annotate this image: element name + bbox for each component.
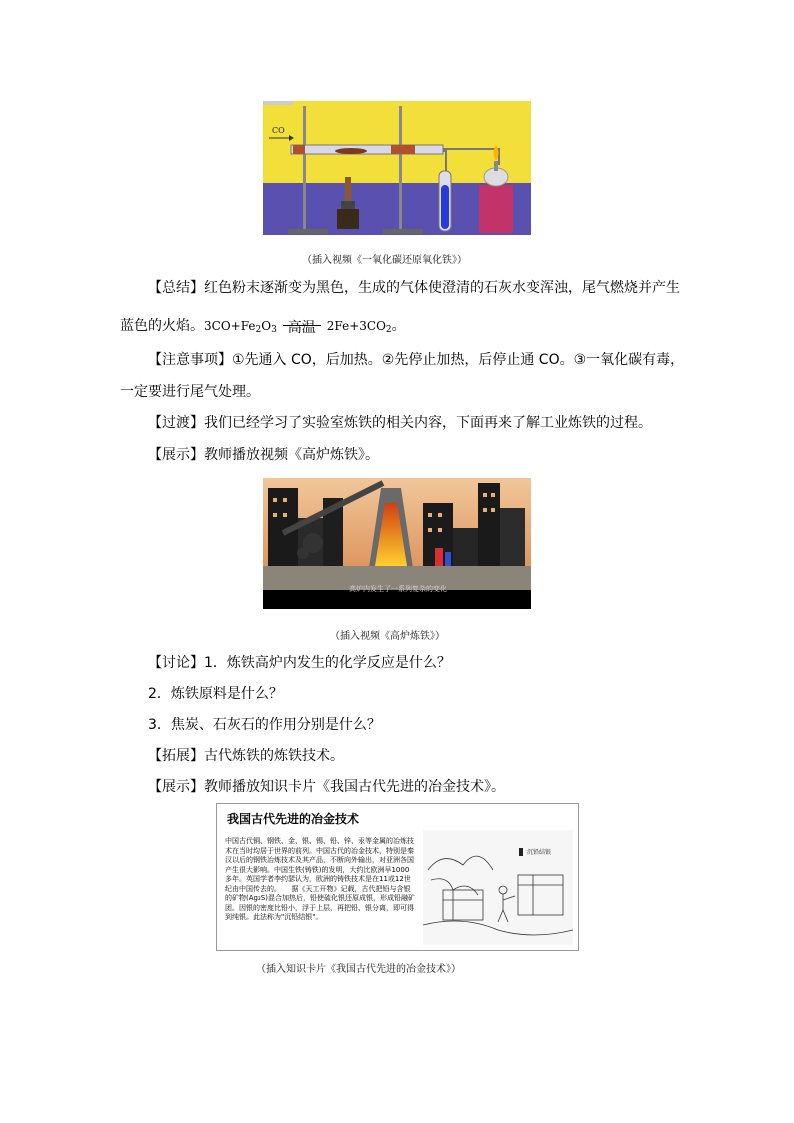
knowledge-card-image[interactable]	[216, 803, 579, 951]
notes-paragraph	[120, 345, 685, 376]
transition-text: 我们已经学习了实验室炼铁的相关内容，下面再来了解工业炼铁的过程。	[204, 415, 652, 431]
notes-line2: 一定要进行尾气处理。	[120, 384, 260, 400]
card-body: 中国古代铜、钢铁、金、银、锡、铅、锌、汞等金属的冶炼技术在当时均居于世界的前列。中国古代的冶金技术，特别是秦汉以后的钢铁冶炼技术及其产品，不断向外输出，对亚洲各国产生很大影响。中国生铁(铸铁)的发明，大约比欧洲早1000多年。英国学者李约瑟认为，欧洲的铸铁技术是在11或12世纪由中国传去的。 据《天工开物》记载，古代把铅与含银的矿物(Ag₂S)混合加热后，铅使硫化银还原成银，形成铅融矿团。因银的密度比铅小，浮于上层，再把铅、银分离，即可得到纯银。此法称为"沉铅结银"。	[225, 837, 415, 921]
extension-tag: 【拓展】	[148, 748, 204, 764]
card-title: 我国古代先进的冶金技术	[227, 812, 360, 826]
equation	[204, 319, 392, 336]
illustration-label: 沉铅结银	[527, 849, 552, 856]
video2-subtitle: 高炉内发生了一系列复杂的变化	[349, 585, 447, 593]
discussion-q3: 3．焦炭、石灰石的作用分别是什么？	[148, 717, 381, 733]
show1-text: 教师播放视频《高炉炼铁》。	[204, 447, 379, 463]
eq-sub1: 2	[255, 325, 262, 335]
eq-sub3: 2	[385, 325, 392, 335]
summary-equation-line	[120, 311, 680, 342]
discussion-q1: 1．炼铁高炉内发生的化学反应是什么？	[204, 655, 451, 671]
extension-text: 古代炼铁的炼铁技术。	[204, 748, 344, 764]
summary-paragraph	[120, 273, 680, 304]
show2-tag: 【展示】	[148, 779, 204, 795]
eq-left-b: O	[261, 319, 272, 333]
show2-text: 教师播放知识卡片《我国古代先进的冶金技术》。	[204, 779, 505, 795]
co-label: CO	[272, 126, 285, 135]
summary-tag: 【总结】	[148, 280, 204, 296]
discussion-paragraph	[120, 648, 680, 679]
notes-tag: 【注意事项】	[148, 352, 232, 368]
extension-paragraph	[120, 741, 680, 772]
summary-line1: 红色粉末逐渐变为黑色，生成的气体使澄清的石灰水变浑浊，尾气燃烧并产生	[204, 280, 680, 296]
summary-line2-prefix: 蓝色的火焰。	[120, 318, 204, 334]
eq-left-a: 3CO+Fe	[204, 319, 256, 333]
card-illustration	[423, 830, 573, 945]
eq-end: 。	[391, 318, 406, 334]
eq-right-a: 2Fe+3CO	[326, 319, 386, 333]
show1-tag: 【展示】	[148, 447, 204, 463]
discussion-q2: 2．炼铁原料是什么？	[148, 686, 283, 702]
eq-sub2: 3	[271, 325, 277, 335]
video-co-reduction-image[interactable]	[263, 101, 531, 235]
reaction-condition	[283, 320, 321, 336]
discussion-tag: 【讨论】	[148, 655, 204, 671]
show2-paragraph	[120, 772, 680, 803]
notes-line1: ①先通入 CO，后加热。②先停止加热，后停止通 CO。③一氧化碳有毒，	[232, 352, 685, 368]
card-caption: （插入知识卡片《我国古代先进的冶金技术》）	[256, 964, 461, 975]
video1-caption: （插入视频《一氧化碳还原氧化铁》）	[302, 255, 467, 266]
video2-caption: （插入视频《高炉炼铁》）	[330, 631, 445, 642]
show1-paragraph	[120, 440, 680, 471]
condition-text: 高温	[287, 320, 316, 336]
transition-tag: 【过渡】	[148, 415, 204, 431]
transition-paragraph	[120, 408, 680, 439]
video-blast-furnace-image[interactable]	[263, 478, 531, 609]
